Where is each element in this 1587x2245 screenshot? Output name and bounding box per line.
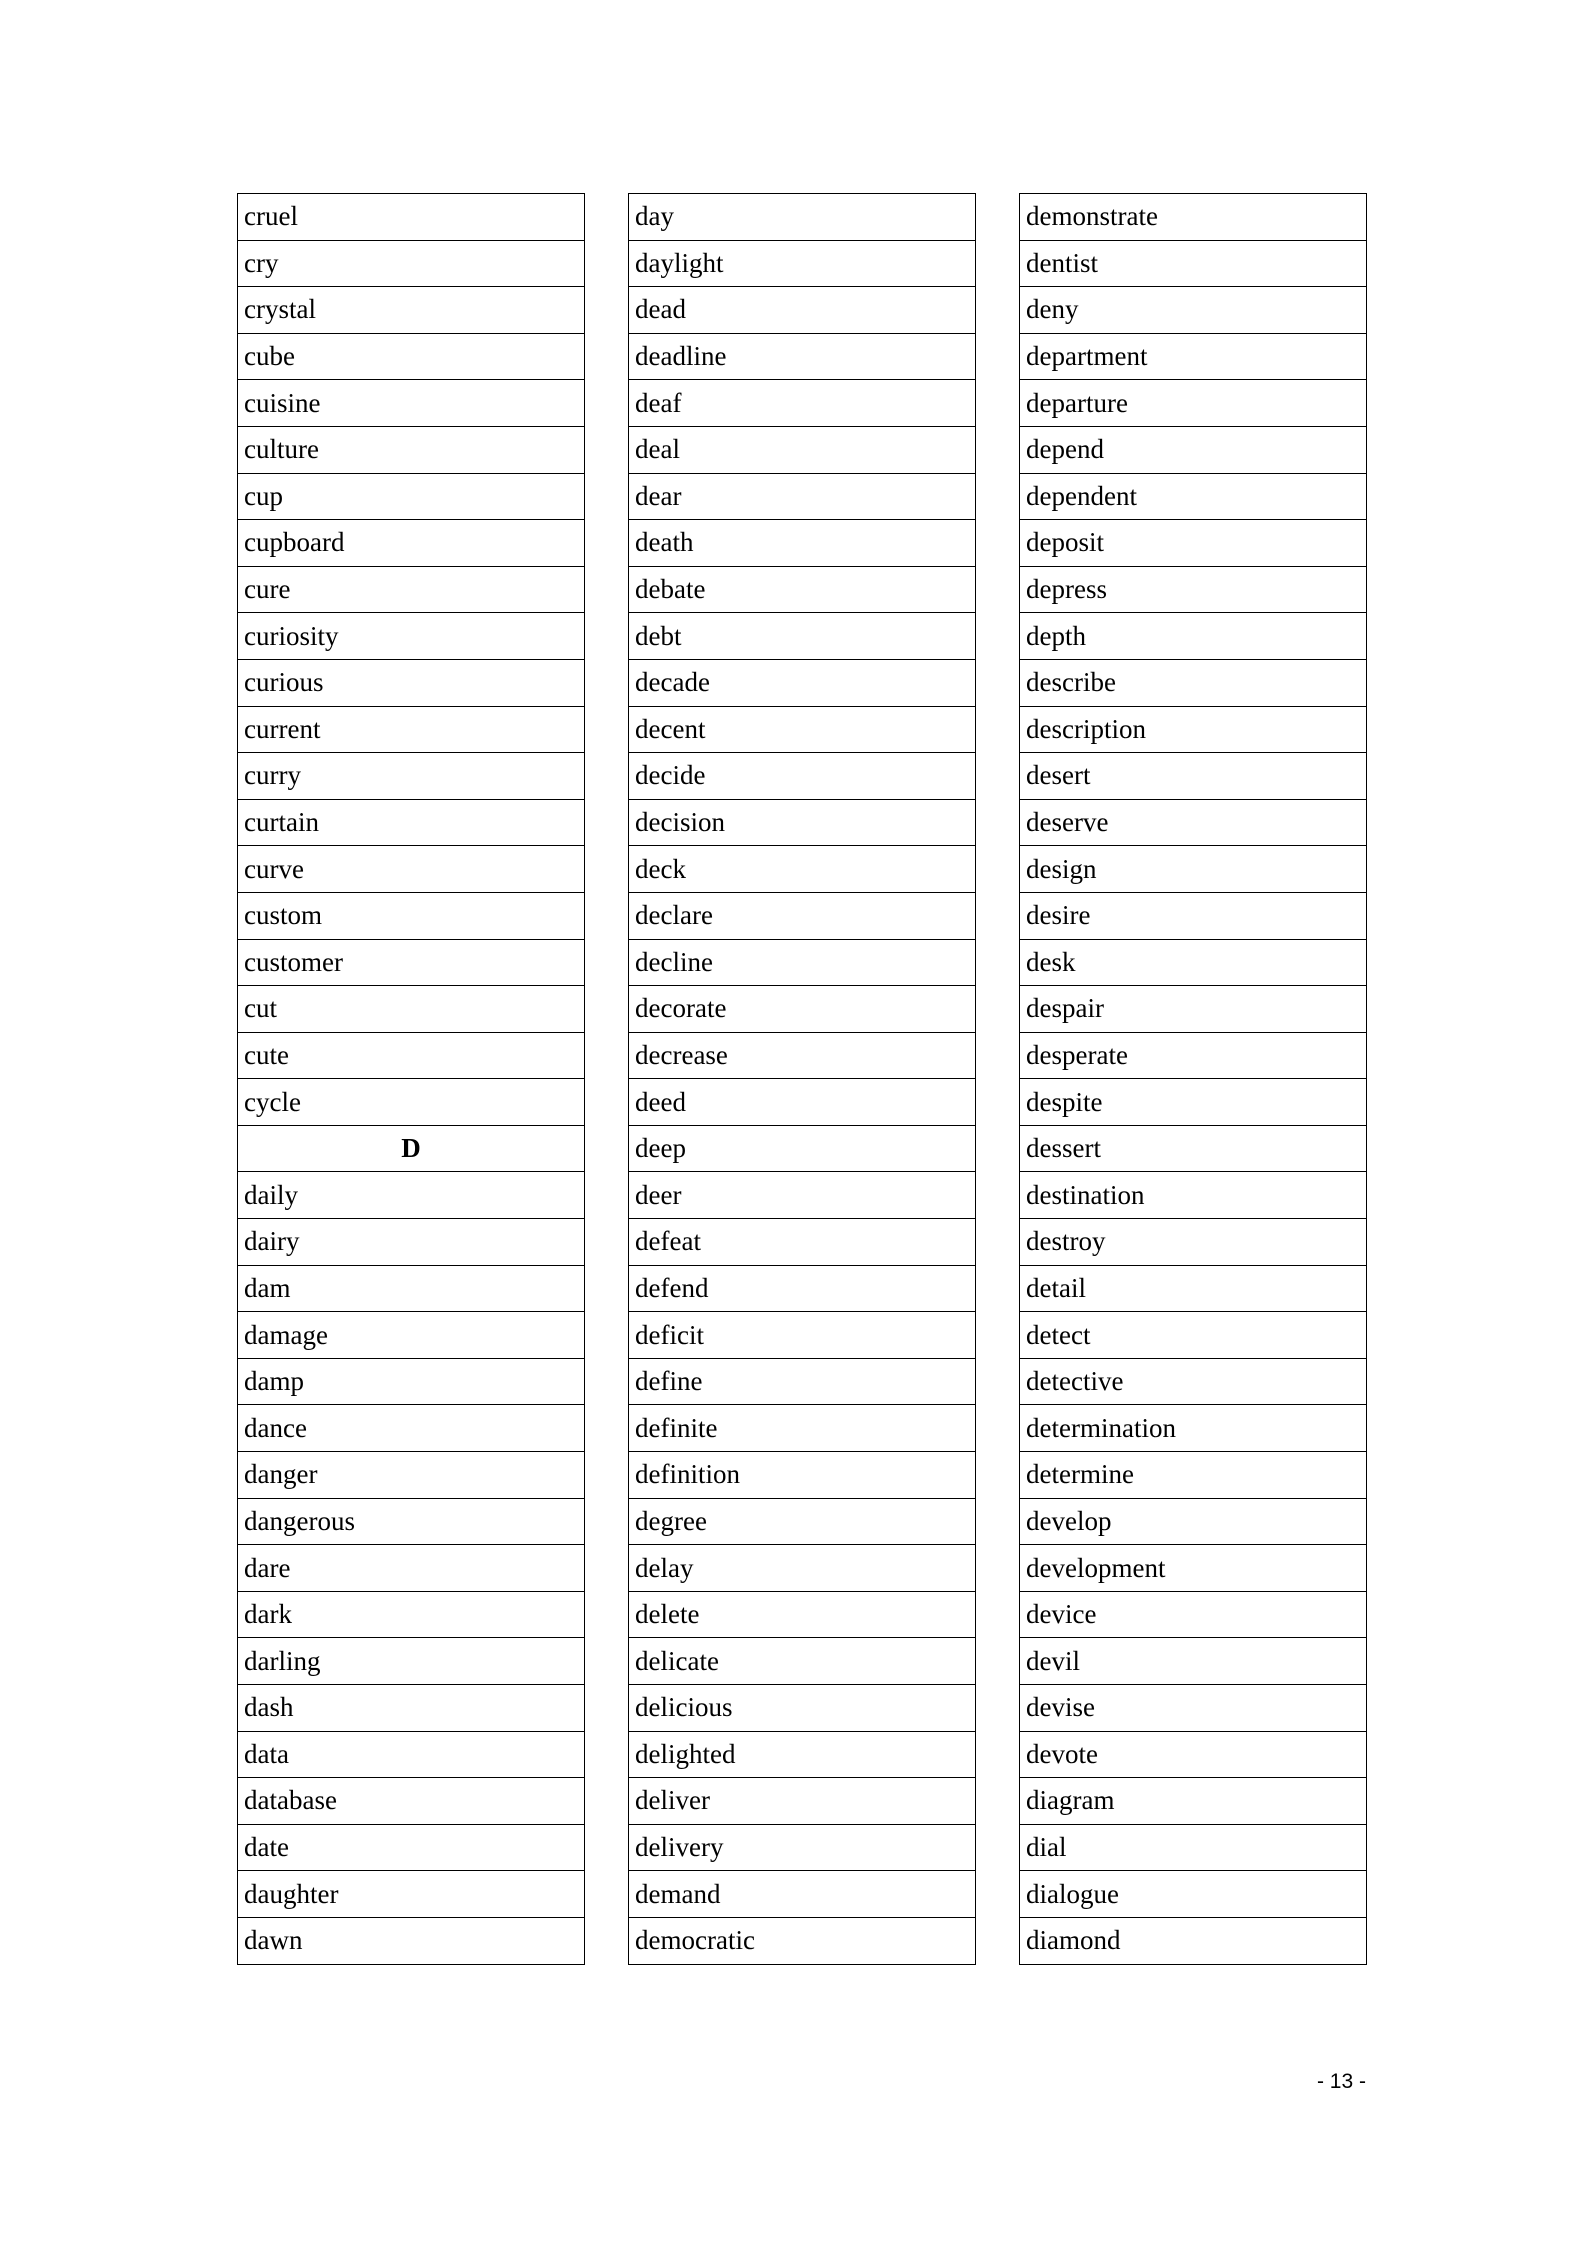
word-cell: departure	[1020, 380, 1367, 427]
word-row	[1020, 1172, 1367, 1219]
word-row	[238, 1545, 585, 1592]
word-row	[1020, 799, 1367, 846]
word-row	[629, 1219, 976, 1266]
word-cell: delicious	[629, 1685, 976, 1732]
word-cell: cute	[238, 1032, 585, 1079]
word-row	[1020, 1685, 1367, 1732]
word-cell: decrease	[629, 1032, 976, 1079]
word-row	[629, 1917, 976, 1964]
word-row	[629, 1452, 976, 1499]
word-cell: cut	[238, 986, 585, 1033]
word-cell: curiosity	[238, 613, 585, 660]
word-cell: desk	[1020, 939, 1367, 986]
word-row	[629, 333, 976, 380]
word-cell: deal	[629, 426, 976, 473]
word-cell: design	[1020, 846, 1367, 893]
word-cell: decorate	[629, 986, 976, 1033]
word-row	[629, 240, 976, 287]
word-row	[1020, 380, 1367, 427]
word-cell: dam	[238, 1265, 585, 1312]
word-cell: defend	[629, 1265, 976, 1312]
word-row	[238, 1079, 585, 1126]
word-cell: description	[1020, 706, 1367, 753]
word-cell: curry	[238, 753, 585, 800]
word-row	[238, 1638, 585, 1685]
word-row	[1020, 1125, 1367, 1172]
word-cell: darling	[238, 1638, 585, 1685]
word-cell: daily	[238, 1172, 585, 1219]
word-cell: deadline	[629, 333, 976, 380]
word-row	[238, 473, 585, 520]
word-row	[1020, 1452, 1367, 1499]
word-cell: customer	[238, 939, 585, 986]
page-number: - 13 -	[1316, 2070, 1366, 2093]
word-cell: dance	[238, 1405, 585, 1452]
word-row	[629, 1545, 976, 1592]
word-cell: devote	[1020, 1731, 1367, 1778]
word-cell: democratic	[629, 1917, 976, 1964]
word-cell: deep	[629, 1125, 976, 1172]
word-cell: data	[238, 1731, 585, 1778]
word-cell: declare	[629, 892, 976, 939]
word-cell: department	[1020, 333, 1367, 380]
word-row	[1020, 1079, 1367, 1126]
word-row	[629, 613, 976, 660]
word-row	[629, 1638, 976, 1685]
word-row	[238, 240, 585, 287]
word-cell: cruel	[238, 194, 585, 241]
word-row	[1020, 613, 1367, 660]
word-cell: desire	[1020, 892, 1367, 939]
word-cell: demand	[629, 1871, 976, 1918]
word-row	[629, 1172, 976, 1219]
word-row	[629, 799, 976, 846]
word-cell: deserve	[1020, 799, 1367, 846]
word-cell: crystal	[238, 287, 585, 334]
word-row	[1020, 426, 1367, 473]
word-row	[629, 846, 976, 893]
word-row	[629, 1778, 976, 1825]
word-row	[238, 1219, 585, 1266]
word-cell: dare	[238, 1545, 585, 1592]
word-cell: deaf	[629, 380, 976, 427]
word-cell: dialogue	[1020, 1871, 1367, 1918]
word-cell: curious	[238, 659, 585, 706]
word-cell: day	[629, 194, 976, 241]
word-cell: dark	[238, 1591, 585, 1638]
word-cell: depress	[1020, 566, 1367, 613]
word-row	[238, 1917, 585, 1964]
word-cell: dawn	[238, 1917, 585, 1964]
word-row	[629, 892, 976, 939]
word-row	[1020, 1545, 1367, 1592]
word-cell: dead	[629, 287, 976, 334]
word-cell: destroy	[1020, 1219, 1367, 1266]
word-cell: database	[238, 1778, 585, 1825]
word-row	[629, 659, 976, 706]
word-row	[1020, 1498, 1367, 1545]
word-row	[238, 1452, 585, 1499]
word-row	[629, 1731, 976, 1778]
word-row	[238, 1871, 585, 1918]
word-row	[1020, 1312, 1367, 1359]
section-heading-row	[238, 1125, 585, 1172]
word-cell: cry	[238, 240, 585, 287]
word-cell: dairy	[238, 1219, 585, 1266]
word-cell: current	[238, 706, 585, 753]
word-row	[629, 380, 976, 427]
word-cell: despair	[1020, 986, 1367, 1033]
word-row	[1020, 659, 1367, 706]
word-row	[238, 194, 585, 241]
word-cell: deny	[1020, 287, 1367, 334]
word-cell: cupboard	[238, 520, 585, 567]
word-row	[238, 1032, 585, 1079]
word-cell: depend	[1020, 426, 1367, 473]
word-row	[629, 1405, 976, 1452]
word-cell: development	[1020, 1545, 1367, 1592]
word-cell: decision	[629, 799, 976, 846]
word-cell: cure	[238, 566, 585, 613]
word-row	[629, 1685, 976, 1732]
word-cell: define	[629, 1358, 976, 1405]
word-row	[1020, 1638, 1367, 1685]
word-row	[238, 1405, 585, 1452]
word-row	[1020, 1219, 1367, 1266]
word-row	[1020, 846, 1367, 893]
word-cell: danger	[238, 1452, 585, 1499]
word-row	[1020, 753, 1367, 800]
word-cell: dessert	[1020, 1125, 1367, 1172]
word-row	[1020, 240, 1367, 287]
word-row	[238, 659, 585, 706]
word-cell: despite	[1020, 1079, 1367, 1126]
word-cell: deck	[629, 846, 976, 893]
word-row	[238, 1591, 585, 1638]
word-cell: debt	[629, 613, 976, 660]
word-row	[629, 1871, 976, 1918]
word-row	[238, 1731, 585, 1778]
word-row	[238, 1265, 585, 1312]
word-cell: delay	[629, 1545, 976, 1592]
word-cell: daughter	[238, 1871, 585, 1918]
word-cell: death	[629, 520, 976, 567]
word-cell: defeat	[629, 1219, 976, 1266]
word-cell: devise	[1020, 1685, 1367, 1732]
word-row	[629, 1824, 976, 1871]
word-row	[238, 1824, 585, 1871]
word-row	[629, 1498, 976, 1545]
word-row	[1020, 1265, 1367, 1312]
word-cell: demonstrate	[1020, 194, 1367, 241]
word-row	[629, 1125, 976, 1172]
word-row	[1020, 194, 1367, 241]
word-row	[238, 1312, 585, 1359]
word-row	[1020, 1917, 1367, 1964]
word-row	[238, 1358, 585, 1405]
word-cell: develop	[1020, 1498, 1367, 1545]
word-row	[629, 753, 976, 800]
word-cell: detect	[1020, 1312, 1367, 1359]
word-cell: decide	[629, 753, 976, 800]
word-cell: decent	[629, 706, 976, 753]
word-cell: delivery	[629, 1824, 976, 1871]
word-row	[629, 1265, 976, 1312]
word-column-1	[237, 193, 585, 1965]
word-row	[629, 1312, 976, 1359]
word-row	[1020, 566, 1367, 613]
section-heading: D	[238, 1125, 585, 1172]
word-cell: devil	[1020, 1638, 1367, 1685]
word-cell: deliver	[629, 1778, 976, 1825]
word-row	[238, 287, 585, 334]
word-cell: date	[238, 1824, 585, 1871]
word-cell: deed	[629, 1079, 976, 1126]
word-cell: determination	[1020, 1405, 1367, 1452]
word-cell: dangerous	[238, 1498, 585, 1545]
word-row	[238, 380, 585, 427]
word-row	[629, 473, 976, 520]
word-cell: curve	[238, 846, 585, 893]
word-row	[238, 986, 585, 1033]
word-row	[1020, 1824, 1367, 1871]
word-row	[238, 333, 585, 380]
word-row	[629, 939, 976, 986]
word-cell: decline	[629, 939, 976, 986]
word-row	[1020, 473, 1367, 520]
word-cell: detective	[1020, 1358, 1367, 1405]
word-cell: curtain	[238, 799, 585, 846]
word-row	[238, 939, 585, 986]
word-cell: detail	[1020, 1265, 1367, 1312]
word-cell: diagram	[1020, 1778, 1367, 1825]
word-row	[238, 613, 585, 660]
word-row	[1020, 986, 1367, 1033]
word-cell: cycle	[238, 1079, 585, 1126]
word-cell: delighted	[629, 1731, 976, 1778]
word-row	[1020, 1871, 1367, 1918]
word-row	[238, 1498, 585, 1545]
word-cell: deer	[629, 1172, 976, 1219]
word-row	[629, 986, 976, 1033]
word-row	[629, 1591, 976, 1638]
word-row	[1020, 520, 1367, 567]
word-row	[238, 1685, 585, 1732]
word-cell: daylight	[629, 240, 976, 287]
word-row	[629, 194, 976, 241]
word-cell: determine	[1020, 1452, 1367, 1499]
word-cell: deposit	[1020, 520, 1367, 567]
word-cell: depth	[1020, 613, 1367, 660]
word-cell: dentist	[1020, 240, 1367, 287]
word-cell: definition	[629, 1452, 976, 1499]
word-cell: describe	[1020, 659, 1367, 706]
word-cell: deficit	[629, 1312, 976, 1359]
word-cell: desert	[1020, 753, 1367, 800]
word-cell: cuisine	[238, 380, 585, 427]
word-row	[1020, 892, 1367, 939]
word-row	[629, 287, 976, 334]
word-row	[629, 520, 976, 567]
word-row	[1020, 939, 1367, 986]
word-cell: diamond	[1020, 1917, 1367, 1964]
word-cell: dash	[238, 1685, 585, 1732]
word-row	[1020, 1358, 1367, 1405]
word-column-2	[628, 193, 976, 1965]
word-row	[629, 1358, 976, 1405]
word-cell: cup	[238, 473, 585, 520]
word-row	[629, 1032, 976, 1079]
word-column-3	[1019, 193, 1367, 1965]
word-row	[1020, 1731, 1367, 1778]
word-cell: debate	[629, 566, 976, 613]
word-row	[629, 706, 976, 753]
word-row	[1020, 706, 1367, 753]
word-row	[238, 426, 585, 473]
word-row	[629, 426, 976, 473]
word-cell: dial	[1020, 1824, 1367, 1871]
word-cell: dependent	[1020, 473, 1367, 520]
word-row	[629, 1079, 976, 1126]
word-row	[238, 566, 585, 613]
word-cell: device	[1020, 1591, 1367, 1638]
word-cell: custom	[238, 892, 585, 939]
word-cell: damage	[238, 1312, 585, 1359]
word-row	[238, 706, 585, 753]
word-cell: destination	[1020, 1172, 1367, 1219]
word-cell: dear	[629, 473, 976, 520]
word-cell: degree	[629, 1498, 976, 1545]
word-cell: desperate	[1020, 1032, 1367, 1079]
word-row	[238, 1778, 585, 1825]
word-row	[238, 1172, 585, 1219]
word-cell: definite	[629, 1405, 976, 1452]
word-row	[1020, 1778, 1367, 1825]
word-cell: delicate	[629, 1638, 976, 1685]
word-row	[1020, 1591, 1367, 1638]
word-cell: culture	[238, 426, 585, 473]
word-row	[1020, 1032, 1367, 1079]
word-row	[238, 799, 585, 846]
word-row	[238, 520, 585, 567]
word-cell: delete	[629, 1591, 976, 1638]
word-row	[238, 892, 585, 939]
word-cell: damp	[238, 1358, 585, 1405]
word-row	[1020, 1405, 1367, 1452]
word-row	[1020, 333, 1367, 380]
word-cell: cube	[238, 333, 585, 380]
word-row	[1020, 287, 1367, 334]
word-cell: decade	[629, 659, 976, 706]
word-row	[629, 566, 976, 613]
word-row	[238, 846, 585, 893]
word-row	[238, 753, 585, 800]
